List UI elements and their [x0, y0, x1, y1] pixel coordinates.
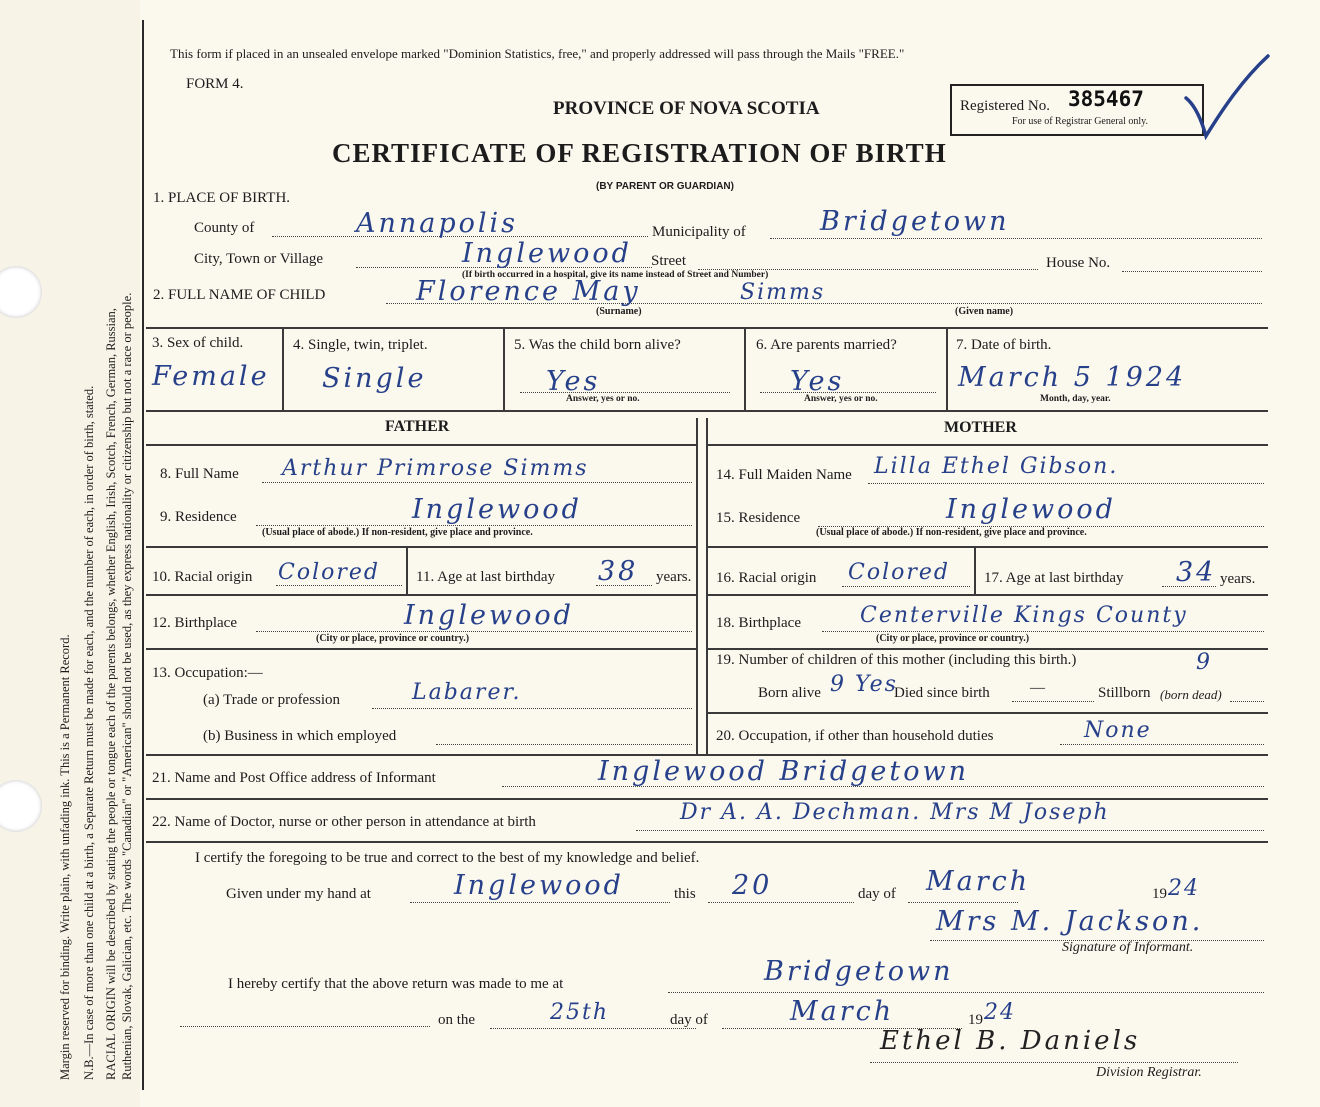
- mother-birthplace-note: (City or place, province or country.): [876, 633, 1030, 644]
- doctor-value: Dr A. A. Dechman. Mrs M Joseph: [680, 800, 1110, 825]
- father-residence-value: Inglewood: [412, 494, 582, 525]
- given-month-value: March: [926, 866, 1031, 897]
- occupation-label: 13. Occupation:—: [152, 665, 263, 681]
- margin-note-racial-origin-2: Ruthenian, Slovak, Galician, etc. The words "Canadian" or "American" should not be used, as they express nationality or citizenship but not a race or people.: [120, 292, 134, 1080]
- father-heading: FATHER: [385, 418, 450, 435]
- registrar-dayof-label: day of: [670, 1012, 708, 1028]
- county-value: Annapolis: [356, 208, 519, 239]
- form-number: FORM 4.: [186, 76, 244, 92]
- stillborn-note: (born dead): [1160, 687, 1222, 702]
- father-racial-value: Colored: [278, 560, 380, 585]
- father-age-label: 11. Age at last birthday: [416, 569, 555, 585]
- child-given-name: Florence May: [416, 276, 641, 307]
- certification-statement: I certify the foregoing to be true and correct to the best of my knowledge and belief.: [195, 850, 700, 866]
- born-alive-count-value: 9 Yes: [830, 672, 898, 697]
- mother-age-label: 17. Age at last birthday: [984, 570, 1124, 586]
- business-label: (b) Business in which employed: [203, 728, 397, 744]
- given-day-value: 20: [732, 870, 773, 901]
- father-age-value: 38: [598, 556, 639, 587]
- parents-married-value: Yes: [790, 366, 845, 397]
- this-label: this: [674, 886, 696, 902]
- children-count-label: 19. Number of children of this mother (including this birth.): [716, 652, 1077, 668]
- margin-note-racial-origin: RACIAL ORIGIN will be described by stating the people or tongue each of the parents belongs, whether English, Irish, Scotch, French, German, Russian,: [104, 308, 118, 1080]
- plurality-label: 4. Single, twin, triplet.: [293, 337, 428, 353]
- mother-residence-label: 15. Residence: [716, 510, 801, 526]
- parents-married-label: 6. Are parents married?: [756, 337, 897, 353]
- stillborn-label: Stillborn: [1098, 685, 1151, 701]
- mother-name-label: 14. Full Maiden Name: [716, 467, 852, 483]
- certificate-subtitle: (BY PARENT OR GUARDIAN): [596, 181, 734, 192]
- municipality-value: Bridgetown: [820, 206, 1010, 237]
- mother-residence-value: Inglewood: [946, 494, 1116, 525]
- registrar-label: Division Registrar.: [1096, 1065, 1202, 1080]
- registrar-statement: I hereby certify that the above return was made to me at: [228, 976, 564, 992]
- mother-racial-label: 16. Racial origin: [716, 570, 817, 586]
- informant-signature-label: Signature of Informant.: [1062, 940, 1194, 955]
- father-residence-label: 9. Residence: [160, 509, 237, 525]
- father-name-value: Arthur Primrose Simms: [282, 456, 589, 481]
- registered-label: Registered No.: [960, 98, 1050, 114]
- margin-note-multiple-births: N.B.—In case of more than one child at a birth, a Separate Return must be made for each, and the number of each, in order of birth, stated.: [82, 385, 96, 1080]
- father-residence-note: (Usual place of abode.) If non-resident, give place and province.: [262, 527, 533, 538]
- born-alive-count-label: Born alive: [758, 685, 821, 701]
- given-year-prefix: 19: [1152, 886, 1167, 902]
- mother-residence-note: (Usual place of abode.) If non-resident, give place and province.: [816, 527, 1087, 538]
- sex-label: 3. Sex of child.: [152, 335, 244, 351]
- plurality-value: Single: [322, 363, 427, 394]
- street-label: Street: [651, 253, 686, 269]
- mother-birthplace-value: Centerville Kings County: [860, 603, 1188, 628]
- mother-heading: MOTHER: [944, 419, 1017, 436]
- trade-label: (a) Trade or profession: [203, 692, 341, 708]
- province-heading: PROVINCE OF NOVA SCOTIA: [553, 98, 820, 119]
- mother-occupation-value: None: [1084, 718, 1152, 743]
- checkmark-icon: [1182, 50, 1270, 140]
- informant-signature: Mrs M. Jackson.: [936, 906, 1204, 937]
- registrar-day-value: 25th: [550, 1000, 610, 1025]
- registrar-year-prefix: 19: [968, 1012, 983, 1028]
- mother-years-label: years.: [1220, 571, 1256, 587]
- on-the-label: on the: [438, 1012, 476, 1028]
- place-heading: 1. PLACE OF BIRTH.: [153, 190, 291, 206]
- informant-value: Inglewood Bridgetown: [598, 756, 969, 787]
- mother-birthplace-label: 18. Birthplace: [716, 615, 801, 631]
- sex-value: Female: [152, 361, 270, 392]
- father-years-label: years.: [656, 569, 692, 585]
- registered-number: 385467: [1068, 87, 1144, 111]
- answer-note: Answer, yes or no.: [804, 394, 878, 404]
- date-of-birth-value: March 5 1924: [958, 362, 1187, 393]
- father-birthplace-label: 12. Birthplace: [152, 615, 237, 631]
- answer-note: Answer, yes or no.: [566, 394, 640, 404]
- given-under-label: Given under my hand at: [226, 886, 371, 902]
- given-name-note: (Given name): [955, 306, 1014, 317]
- father-birthplace-note: (City or place, province or country.): [316, 633, 470, 644]
- registrar-month-value: March: [790, 996, 895, 1027]
- date-note: Month, day, year.: [1040, 394, 1111, 404]
- child-name-label: 2. FULL NAME OF CHILD: [153, 287, 326, 303]
- registrar-note: For use of Registrar General only.: [1012, 116, 1148, 127]
- died-label: Died since birth: [894, 685, 990, 701]
- informant-label: 21. Name and Post Office address of Informant: [152, 770, 436, 786]
- mother-age-value: 34: [1176, 557, 1217, 588]
- children-count-value: 9: [1196, 650, 1212, 675]
- mother-occupation-label: 20. Occupation, if other than household duties: [716, 728, 994, 744]
- surname-note: (Surname): [596, 306, 642, 317]
- father-birthplace-value: Inglewood: [404, 600, 574, 631]
- margin-rule: [142, 20, 144, 1090]
- date-of-birth-label: 7. Date of birth.: [956, 337, 1052, 353]
- given-year-value: 24: [1168, 876, 1200, 901]
- mother-racial-value: Colored: [848, 560, 950, 585]
- child-surname: Simms: [740, 280, 826, 305]
- born-alive-value: Yes: [546, 366, 601, 397]
- father-racial-label: 10. Racial origin: [152, 569, 253, 585]
- city-value: Inglewood: [462, 238, 632, 269]
- postal-notice: This form if placed in an unsealed envelope marked "Dominion Statistics, free," and properly addressed will pass through the Mails "FREE.": [170, 46, 905, 61]
- registrar-year-value: 24: [984, 1000, 1016, 1025]
- father-name-label: 8. Full Name: [160, 466, 239, 482]
- certificate-title: CERTIFICATE OF REGISTRATION OF BIRTH: [332, 138, 947, 168]
- registrar-signature: Ethel B. Daniels: [880, 1026, 1141, 1056]
- house-label: House No.: [1046, 255, 1111, 271]
- county-label: County of: [194, 220, 255, 236]
- city-label: City, Town or Village: [194, 251, 324, 267]
- born-alive-label: 5. Was the child born alive?: [514, 337, 681, 353]
- died-value: —: [1030, 680, 1045, 696]
- registrar-place-value: Bridgetown: [764, 956, 954, 987]
- given-dayof-label: day of: [858, 886, 896, 902]
- given-place-value: Inglewood: [454, 870, 624, 901]
- trade-value: Labarer.: [412, 680, 522, 705]
- mother-name-value: Lilla Ethel Gibson.: [874, 454, 1119, 479]
- hospital-note: (If birth occurred in a hospital, give its name instead of Street and Number): [462, 270, 769, 280]
- doctor-label: 22. Name of Doctor, nurse or other person in attendance at birth: [152, 814, 536, 830]
- margin-note-permanent: Margin reserved for binding. Write plain, with unfading ink. This is a Permanent Record.: [58, 634, 72, 1080]
- municipality-label: Municipality of: [652, 224, 746, 240]
